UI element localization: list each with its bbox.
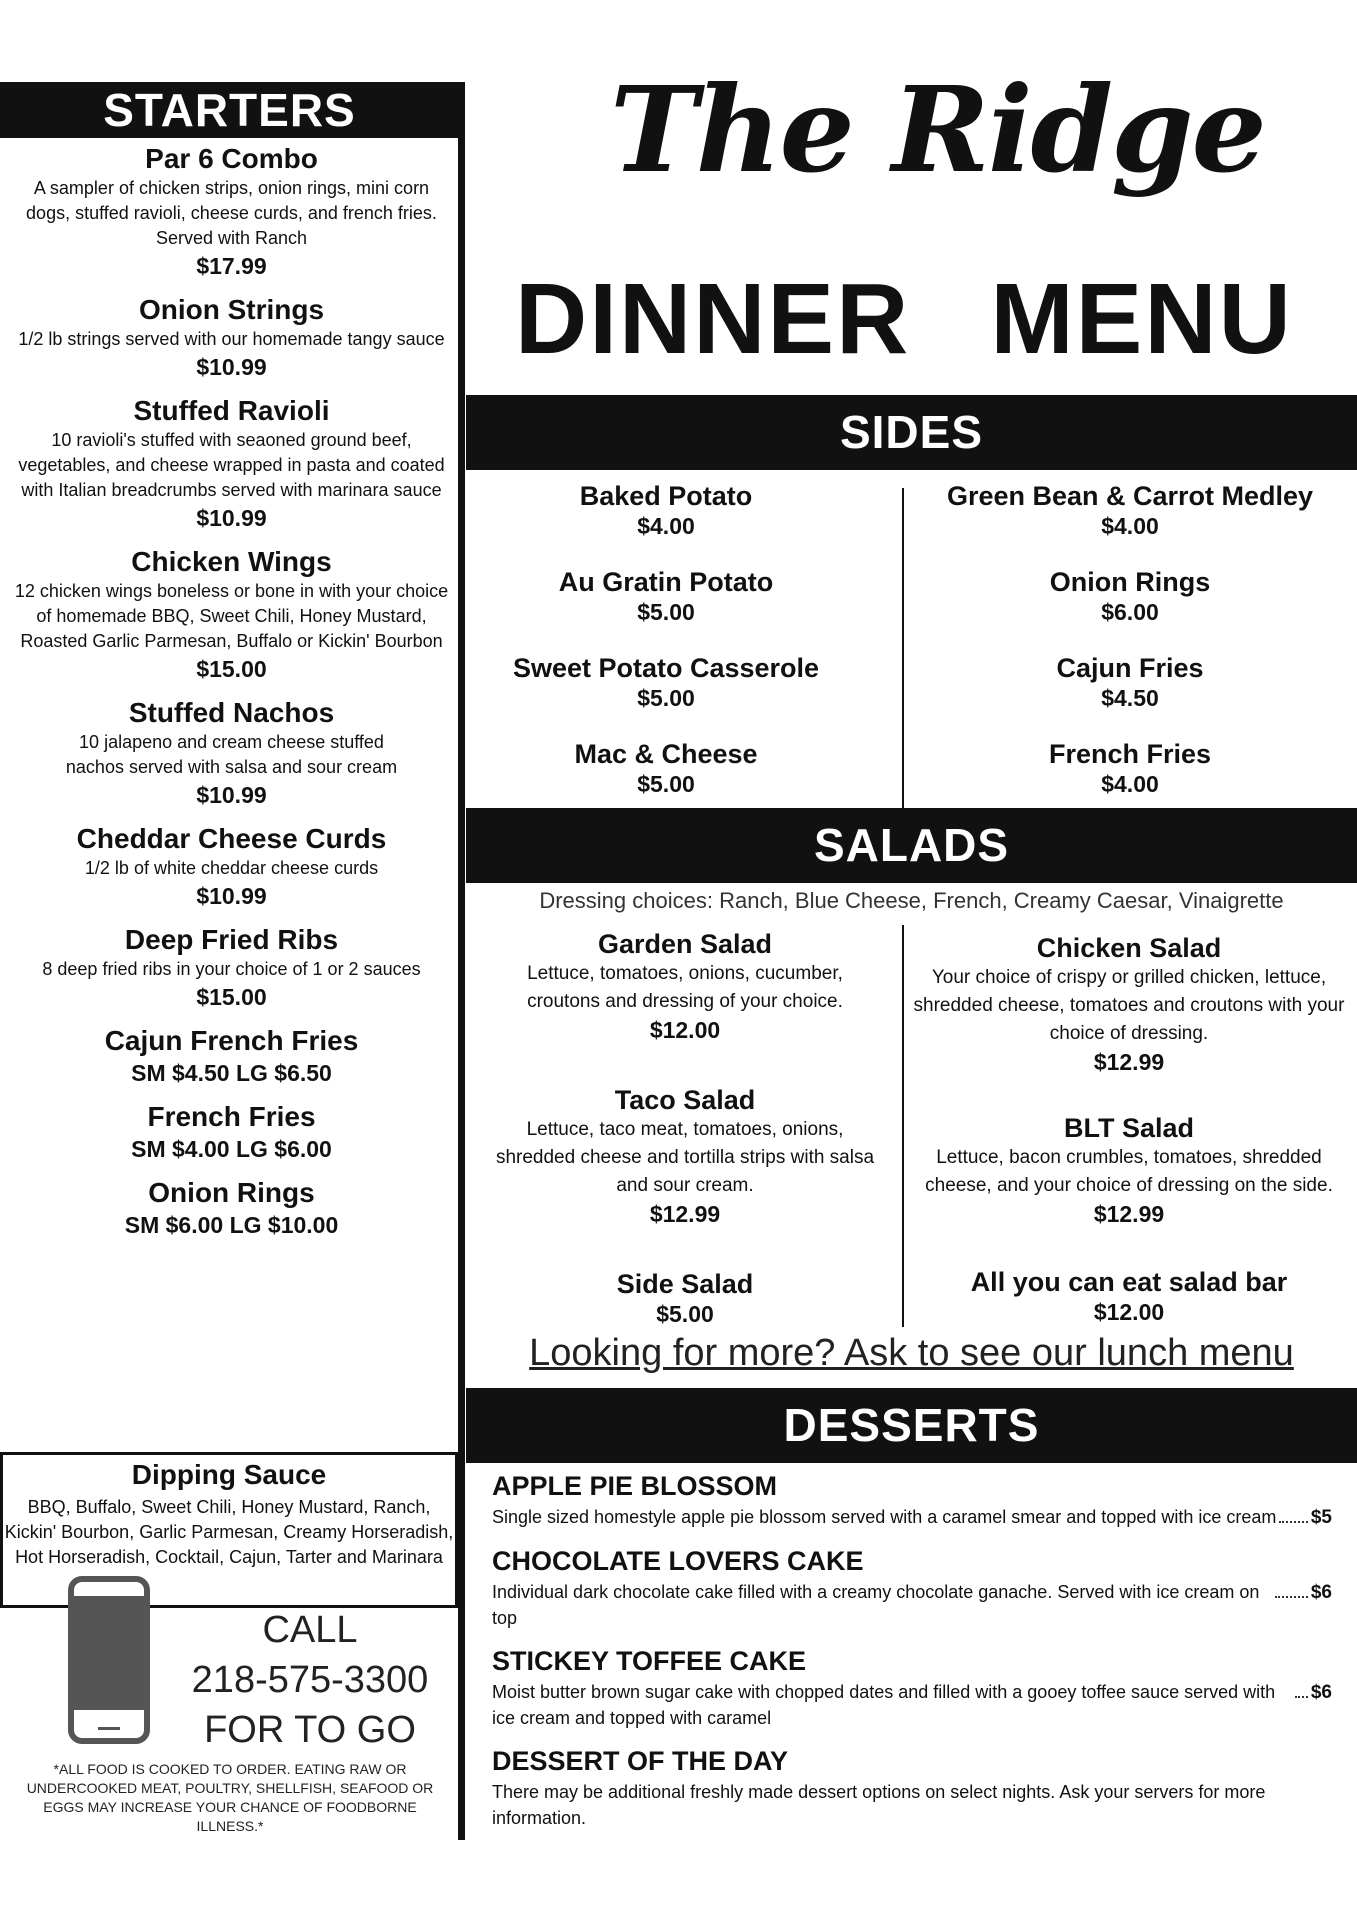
starter-item <box>0 293 463 382</box>
starter-desc: 1/2 lb of white cheddar cheese curds <box>84 858 379 878</box>
salads-heading: SALADS <box>466 808 1357 883</box>
dessert-name: STICKEY TOFFEE CAKE <box>492 1646 807 1676</box>
starter-price: SM $4.00 LG $6.00 <box>131 1136 332 1162</box>
starter-item <box>0 822 463 911</box>
food-safety-warning: *ALL FOOD IS COOKED TO ORDER. EATING RAW OR UNDERCOOKED MEAT, POULTRY, SHELLFISH, SEAFOOD OR EGGS MAY INCREASE YOUR CHANCE OF FOODBORNE ILLNESS.* <box>26 1761 434 1834</box>
side-item <box>466 652 866 712</box>
side-price: $5.00 <box>637 599 695 625</box>
side-name: Baked Potato <box>579 481 753 511</box>
salad-price: $12.00 <box>649 1017 721 1043</box>
dessert-price: $6 <box>1310 1582 1332 1603</box>
desserts-heading: DESSERTS <box>466 1388 1357 1463</box>
side-name: Au Gratin Potato <box>558 567 774 597</box>
to-go-label: FOR TO GO <box>204 1709 416 1751</box>
starter-name: Cajun French Fries <box>104 1025 359 1056</box>
starter-price: $10.99 <box>196 505 267 531</box>
starter-desc: 8 deep fried ribs in your choice of 1 or 2 sauces <box>42 959 421 979</box>
starter-price: $17.99 <box>196 253 267 279</box>
starter-name: Deep Fried Ribs <box>124 924 339 955</box>
dessert-price: $6 <box>1310 1682 1332 1703</box>
salad-price: $12.99 <box>649 1201 721 1227</box>
salad-price: $12.99 <box>1093 1049 1165 1075</box>
starter-item <box>0 1100 463 1164</box>
side-price: $6.00 <box>1101 599 1159 625</box>
salad-desc: Lettuce, tomatoes, onions, cucumber, croutons and dressing of your choice. <box>527 963 843 1012</box>
side-name: Green Bean & Carrot Medley <box>946 481 1314 511</box>
starter-item <box>0 1176 463 1240</box>
side-item <box>466 738 866 798</box>
starter-name: Par 6 Combo <box>145 143 318 174</box>
salad-desc: Lettuce, bacon crumbles, tomatoes, shredded cheese, and your choice of dressing on the side. <box>925 1147 1333 1196</box>
dessert-desc: There may be additional freshly made dessert options on select nights. Ask your servers for more information. <box>492 1782 1266 1828</box>
salad-desc: Your choice of crispy or grilled chicken, lettuce, shredded cheese, tomatoes and croutons with your choice of dressing. <box>913 967 1345 1044</box>
salad-item <box>906 1112 1352 1228</box>
salad-item <box>906 1266 1352 1326</box>
dot-leader <box>1295 1696 1308 1698</box>
starter-item <box>0 142 463 281</box>
side-item <box>910 652 1350 712</box>
dot-leader <box>1275 1596 1308 1598</box>
side-price: $4.00 <box>637 513 695 539</box>
salad-name: Side Salad <box>616 1269 754 1299</box>
side-name: Sweet Potato Casserole <box>512 653 820 683</box>
dessert-item <box>492 1743 1332 1831</box>
dressing-choices: Dressing choices: Ranch, Blue Cheese, French, Creamy Caesar, Vinaigrette <box>539 888 1284 913</box>
phone-home-button <box>98 1727 120 1730</box>
side-price: $4.50 <box>1101 685 1159 711</box>
starter-desc: 12 chicken wings boneless or bone in with your choice of homemade BBQ, Sweet Chili, Honey Mustard, Roasted Garlic Parmesan, Buffalo or Kickin' Bourbon <box>14 581 449 651</box>
side-item <box>466 566 866 626</box>
starter-desc: 10 jalapeno and cream cheese stuffed nachos served with salsa and sour cream <box>65 732 398 777</box>
starter-name: Onion Rings <box>148 1177 315 1208</box>
salad-price: $12.99 <box>1093 1201 1165 1227</box>
phone-icon <box>68 1576 150 1744</box>
title-menu: MENU <box>990 263 1293 375</box>
salads-divider <box>902 925 904 1327</box>
phone-screen <box>74 1596 144 1710</box>
side-name: Cajun Fries <box>1056 653 1204 683</box>
starter-price: SM $6.00 LG $10.00 <box>124 1212 339 1238</box>
dessert-name: APPLE PIE BLOSSOM <box>492 1471 778 1501</box>
page-title <box>515 262 1293 377</box>
dessert-item <box>492 1543 1332 1631</box>
starter-name: Chicken Wings <box>131 546 332 577</box>
side-price: $4.00 <box>1101 771 1159 797</box>
dessert-desc: Individual dark chocolate cake filled with a creamy chocolate ganache. Served with ice cream on top <box>492 1582 1260 1628</box>
side-name: Onion Rings <box>1049 567 1211 597</box>
side-price: $4.00 <box>1101 513 1159 539</box>
lunch-menu-link[interactable]: Looking for more? Ask to see our lunch menu <box>529 1332 1294 1374</box>
starter-item <box>0 923 463 1012</box>
side-price: $5.00 <box>637 771 695 797</box>
salad-name: BLT Salad <box>1063 1113 1195 1143</box>
dessert-name: DESSERT OF THE DAY <box>492 1746 789 1776</box>
starter-name: Onion Strings <box>138 294 325 325</box>
starter-desc: 10 ravioli's stuffed with seaoned ground beef, vegetables, and cheese wrapped in pasta and coated with Italian breadcrumbs served with marinara sauce <box>18 430 445 500</box>
starter-name: French Fries <box>147 1101 316 1132</box>
phone-number[interactable]: 218-575-3300 <box>191 1659 429 1701</box>
starter-price: $10.99 <box>196 883 267 909</box>
starters-heading: STARTERS <box>0 82 459 138</box>
side-price: $5.00 <box>637 685 695 711</box>
starter-desc: A sampler of chicken strips, onion rings, mini corn dogs, stuffed ravioli, cheese curds, and french fries. Served with Ranch <box>26 178 437 248</box>
starter-price: $10.99 <box>196 782 267 808</box>
dessert-name: CHOCOLATE LOVERS CAKE <box>492 1546 864 1576</box>
salad-price: $12.00 <box>1093 1299 1165 1325</box>
dessert-price: $5 <box>1310 1507 1332 1528</box>
salad-name: Taco Salad <box>614 1085 756 1115</box>
salad-desc: Lettuce, taco meat, tomatoes, onions, shredded cheese and tortilla strips with salsa and sour cream. <box>495 1119 875 1196</box>
dipping-sauce-list: BBQ, Buffalo, Sweet Chili, Honey Mustard, Ranch, Kickin' Bourbon, Garlic Parmesan, Creamy Horseradish, Hot Horseradish, Cocktail, Cajun, Tarter and Marinara <box>4 1497 454 1567</box>
starter-name: Stuffed Nachos <box>128 697 335 728</box>
salad-item <box>490 928 880 1044</box>
restaurant-logo: The Ridge <box>610 60 1265 199</box>
starter-price: $15.00 <box>196 656 267 682</box>
side-item <box>466 480 866 540</box>
starter-name: Stuffed Ravioli <box>133 395 330 426</box>
dessert-item <box>492 1468 1332 1530</box>
dot-leader <box>1279 1521 1307 1523</box>
salad-name: Chicken Salad <box>1036 933 1222 963</box>
side-name: French Fries <box>1048 739 1212 769</box>
starter-desc: 1/2 lb strings served with our homemade tangy sauce <box>18 329 445 349</box>
starter-name: Cheddar Cheese Curds <box>76 823 387 854</box>
side-item <box>910 480 1350 540</box>
salad-item <box>490 1268 880 1328</box>
starter-item <box>0 696 463 810</box>
side-item <box>910 566 1350 626</box>
salad-item <box>490 1084 880 1228</box>
dipping-sauce-title: Dipping Sauce <box>131 1459 327 1490</box>
salad-item <box>906 932 1352 1076</box>
salad-price: $5.00 <box>656 1301 714 1327</box>
title-dinner: DINNER <box>515 263 911 375</box>
starter-price: $10.99 <box>196 354 267 380</box>
starter-item <box>0 1024 463 1088</box>
starter-item <box>0 394 463 533</box>
dessert-item <box>492 1643 1332 1731</box>
sides-heading: SIDES <box>466 395 1357 470</box>
side-name: Mac & Cheese <box>574 739 758 769</box>
starter-item <box>0 545 463 684</box>
call-label: CALL <box>262 1609 358 1651</box>
dessert-desc: Moist butter brown sugar cake with chopped dates and filled with a gooey toffee sauce served with ice cream and topped with caramel <box>492 1682 1276 1728</box>
dessert-desc: Single sized homestyle apple pie blossom served with a caramel smear and topped with ice cream <box>492 1507 1277 1527</box>
call-to-go <box>170 1605 450 1755</box>
starter-price: $15.00 <box>196 984 267 1010</box>
sides-divider <box>902 488 904 808</box>
side-item <box>910 738 1350 798</box>
starter-price: SM $4.50 LG $6.50 <box>131 1060 332 1086</box>
salad-name: All you can eat salad bar <box>970 1267 1288 1297</box>
salad-name: Garden Salad <box>597 929 773 959</box>
